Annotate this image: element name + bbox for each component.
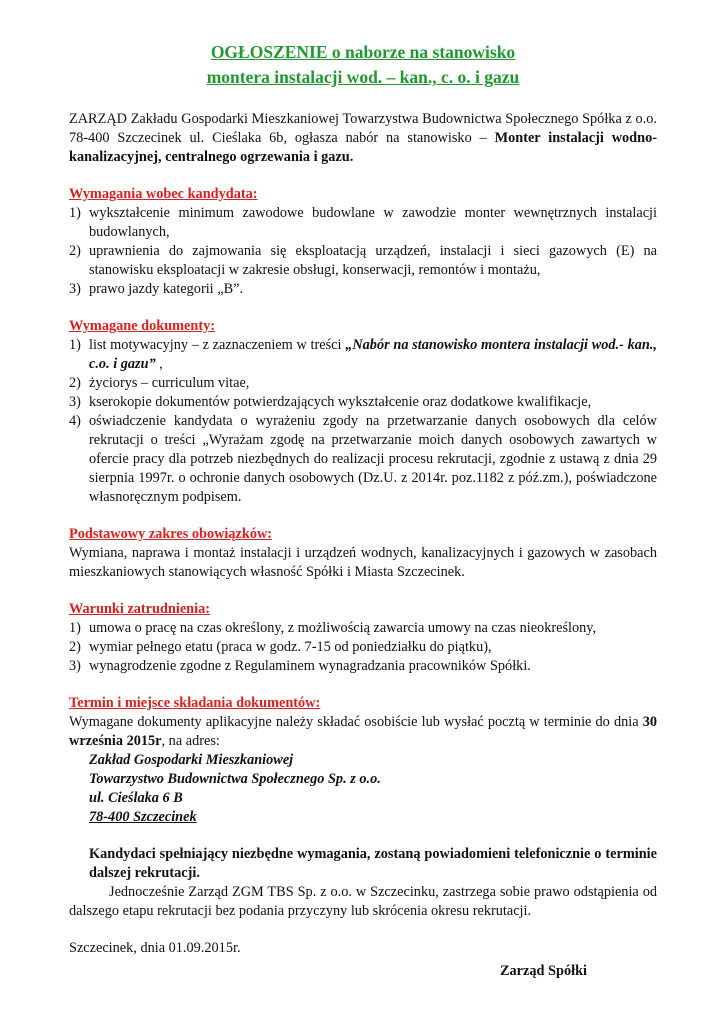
list-item — [69, 638, 657, 657]
list-number: 3) — [69, 281, 81, 297]
documents-list — [69, 336, 657, 507]
requirements-section — [69, 167, 657, 299]
list-number: 2) — [69, 375, 81, 391]
reservation-paragraph: Jednocześnie Zarząd ZGM TBS Sp. z o.o. w Szczecinku, zastrzega sobie prawo odstąpienia od dalszego etapu rekrutacji bez podania przyczyny lub skrócenia okresu rekrutacji. — [69, 884, 657, 919]
list-number: 1) — [69, 337, 81, 353]
title-line-2: montera instalacji wod. – kan., c. o. i gazu — [206, 67, 520, 87]
list-number: 3) — [69, 394, 81, 410]
list-text: kserokopie dokumentów potwierdzających wykształcenie oraz dodatkowe kwalifikacje, — [89, 394, 592, 410]
requirements-list — [69, 204, 657, 299]
list-text: życiorys – curriculum vitae, — [89, 375, 250, 391]
list-number: 1) — [69, 205, 81, 221]
title-line-1: OGŁOSZENIE o naborze na stanowisko — [210, 42, 516, 62]
list-item — [69, 374, 657, 393]
deadline-heading: Termin i miejsce składania dokumentów: — [69, 695, 321, 711]
list-item — [69, 204, 657, 242]
documents-section — [69, 299, 657, 507]
intro-text: ZARZĄD Zakładu Gospodarki Mieszkaniowej Towarzystwa Budownictwa Społecznego Spółka z o.o. 78-400 Szczecinek ul. Cieślaka 6b, ogłasza nabór na stanowisko – — [69, 111, 657, 146]
list-text: wynagrodzenie zgodne z Regulaminem wynagradzania pracowników Spółki. — [89, 658, 531, 674]
address-postal-line: 78-400 Szczecinek — [89, 809, 197, 825]
list-text: wymiar pełnego etatu (praca w godz. 7-15 od poniedziałku do piątku), — [89, 639, 492, 655]
deadline-text-pre: Wymagane dokumenty aplikacyjne należy składać osobiście lub wysłać pocztą w terminie do dnia — [69, 714, 643, 730]
address-line: Zakład Gospodarki Mieszkaniowej — [89, 752, 294, 768]
list-number: 3) — [69, 658, 81, 674]
conditions-list — [69, 619, 657, 676]
intro-paragraph — [69, 110, 657, 167]
requirements-heading: Wymagania wobec kandydata: — [69, 186, 258, 202]
list-text: prawo jazdy kategorii „B”. — [89, 281, 244, 297]
signature: Zarząd Spółki — [500, 963, 587, 979]
list-item — [69, 280, 657, 299]
place-date: Szczecinek, dnia 01.09.2015r. — [69, 940, 241, 956]
deadline-section — [69, 676, 657, 827]
list-text-suffix: , — [155, 356, 163, 372]
list-text: list motywacyjny – z zaznaczeniem w treści — [89, 337, 346, 353]
conditions-section — [69, 582, 657, 676]
deadline-text — [69, 713, 657, 751]
list-item — [69, 412, 657, 507]
documents-heading: Wymagane dokumenty: — [69, 318, 216, 334]
document-page — [69, 40, 657, 981]
list-number: 4) — [69, 413, 81, 429]
list-number: 1) — [69, 620, 81, 636]
mailing-address — [69, 751, 657, 827]
duties-heading: Podstawowy zakres obowiązków: — [69, 526, 273, 542]
conditions-heading: Warunki zatrudnienia: — [69, 601, 211, 617]
notice-paragraph: Kandydaci spełniający niezbędne wymagania, zostaną powiadomieni telefonicznie o terminie dalszej rekrutacji. — [89, 846, 657, 881]
list-text: umowa o pracę na czas określony, z możliwością zawarcia umowy na czas nieokreślony, — [89, 620, 597, 636]
list-item — [69, 242, 657, 280]
list-number: 2) — [69, 243, 81, 259]
list-text: oświadczenie kandydata o wyrażeniu zgody na przetwarzanie danych osobowych dla celów rekrutacji o treści „Wyrażam zgodę na przetwarzanie moich danych osobowych zawartych w ofercie pracy dla potrzeb niezbędnych do realizacji procesu rekrutacji, zgodnie z ustawą z dnia 29 sierpnia 1997r. o ochronie danych osobowych (Dz.U. z 2014r. poz.1182 z póź.zm.), poświadczone własnoręcznym podpisem. — [89, 413, 657, 505]
list-number: 2) — [69, 639, 81, 655]
address-line: Towarzystwo Budownictwa Społecznego Sp. z o.o. — [89, 771, 381, 787]
list-text: uprawnienia do zajmowania się eksploatacją urządzeń, instalacji i sieci gazowych (E) na stanowisku eksploatacji w zakresie obsługi, konserwacji, remontów i montażu, — [89, 243, 657, 278]
intro-position: Monter instalacji wodno-kanalizacyjnej, centralnego ogrzewania i gazu. — [69, 130, 657, 165]
deadline-date: 30 września 2015r — [69, 714, 657, 749]
address-line: ul. Cieślaka 6 B — [89, 790, 183, 806]
page-title — [69, 40, 657, 90]
list-text-emphasis: „Nabór na stanowisko montera instalacji wod.- kan., c.o. i gazu” — [89, 337, 657, 372]
list-text: wykształcenie minimum zawodowe budowlane w zawodzie monter wewnętrznych instalacji budowlanych, — [89, 205, 657, 240]
list-item — [69, 657, 657, 676]
deadline-text-post: , na adres: — [161, 733, 220, 749]
duties-text: Wymiana, naprawa i montaż instalacji i urządzeń wodnych, kanalizacyjnych i gazowych w zasobach mieszkaniowych stanowiących własność Spółki i Miasta Szczecinek. — [69, 545, 657, 580]
list-item — [69, 393, 657, 412]
list-item — [69, 336, 657, 374]
list-item — [69, 619, 657, 638]
duties-section — [69, 507, 657, 582]
